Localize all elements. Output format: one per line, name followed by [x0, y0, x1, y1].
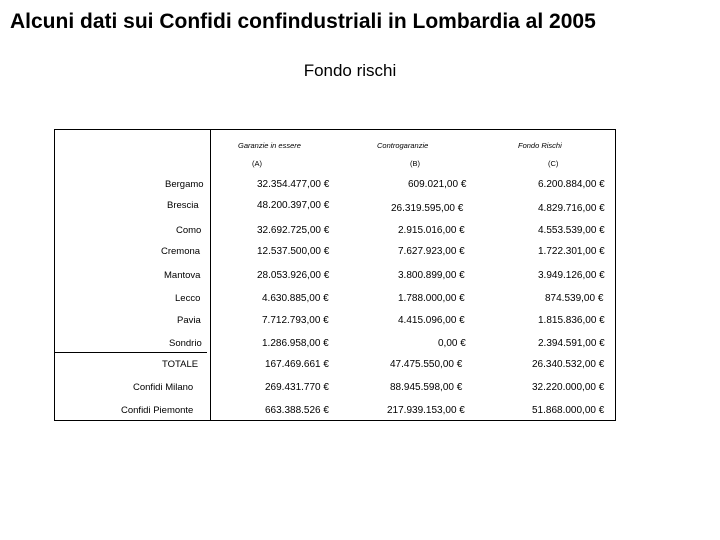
cell-b: 7.627.923,00 € [398, 246, 465, 257]
row-label: Lecco [175, 293, 201, 304]
cell-a: 28.053.926,00 € [257, 270, 330, 281]
cell-a: 32.354.477,00 € [257, 179, 330, 190]
header-controgaranzie: Controgaranzie [377, 141, 429, 150]
row-label: Cremona [161, 246, 201, 257]
cell-c: 4.553.539,00 € [538, 225, 605, 236]
cell-b: 609.021,00 € [408, 179, 467, 190]
cell-c: 26.340.532,00 € [532, 359, 605, 370]
subheader-a: (A) [252, 159, 262, 168]
cell-a: 167.469.661 € [265, 359, 329, 370]
cell-a: 4.630.885,00 € [262, 293, 329, 304]
cell-b: 217.939.153,00 € [387, 405, 465, 416]
cell-a: 7.712.793,00 € [262, 315, 329, 326]
cell-c: 1.815.836,00 € [538, 315, 605, 326]
subheader-c: (C) [548, 159, 559, 168]
header-garanzie: Garanzie in essere [238, 141, 301, 150]
cell-a: 12.537.500,00 € [257, 246, 330, 257]
cell-a: 1.286.958,00 € [262, 338, 329, 349]
row-label: Confidi Piemonte [121, 405, 194, 416]
subheader-b: (B) [410, 159, 420, 168]
cell-b: 0,00 € [438, 338, 466, 349]
cell-a: 269.431.770 € [265, 382, 329, 393]
cell-c: 51.868.000,00 € [532, 405, 605, 416]
row-label: Bergamo [165, 179, 204, 190]
cell-b: 3.800.899,00 € [398, 270, 465, 281]
data-table [54, 129, 616, 421]
cell-b: 47.475.550,00 € [390, 359, 463, 370]
cell-c: 6.200.884,00 € [538, 179, 605, 190]
row-label: Confidi Milano [133, 382, 194, 393]
row-label: Pavia [177, 315, 201, 326]
row-label: Brescia [167, 200, 199, 211]
cell-b: 2.915.016,00 € [398, 225, 465, 236]
cell-c: 1.722.301,00 € [538, 246, 605, 257]
row-label: Como [176, 225, 202, 236]
header-fondo-rischi: Fondo Rischi [518, 141, 562, 150]
cell-b: 26.319.595,00 € [391, 203, 464, 214]
cell-b: 1.788.000,00 € [398, 293, 465, 304]
row-label: Sondrio [169, 338, 202, 349]
table-divider-total [55, 352, 207, 353]
cell-c: 2.394.591,00 € [538, 338, 605, 349]
cell-b: 4.415.096,00 € [398, 315, 465, 326]
cell-a: 663.388.526 € [265, 405, 329, 416]
cell-c: 32.220.000,00 € [532, 382, 605, 393]
row-label-total: TOTALE [162, 359, 199, 370]
cell-c: 874.539,00 € [545, 293, 604, 304]
cell-c: 3.949.126,00 € [538, 270, 605, 281]
cell-a: 48.200.397,00 € [257, 200, 330, 211]
table-divider-vertical [210, 130, 211, 420]
cell-a: 32.692.725,00 € [257, 225, 330, 236]
page-title: Alcuni dati sui Confidi confindustriali in Lombardia al 2005 [10, 10, 596, 33]
cell-c: 4.829.716,00 € [538, 203, 605, 214]
row-label: Mantova [164, 270, 201, 281]
page-subtitle: Fondo rischi [303, 61, 397, 80]
cell-b: 88.945.598,00 € [390, 382, 463, 393]
